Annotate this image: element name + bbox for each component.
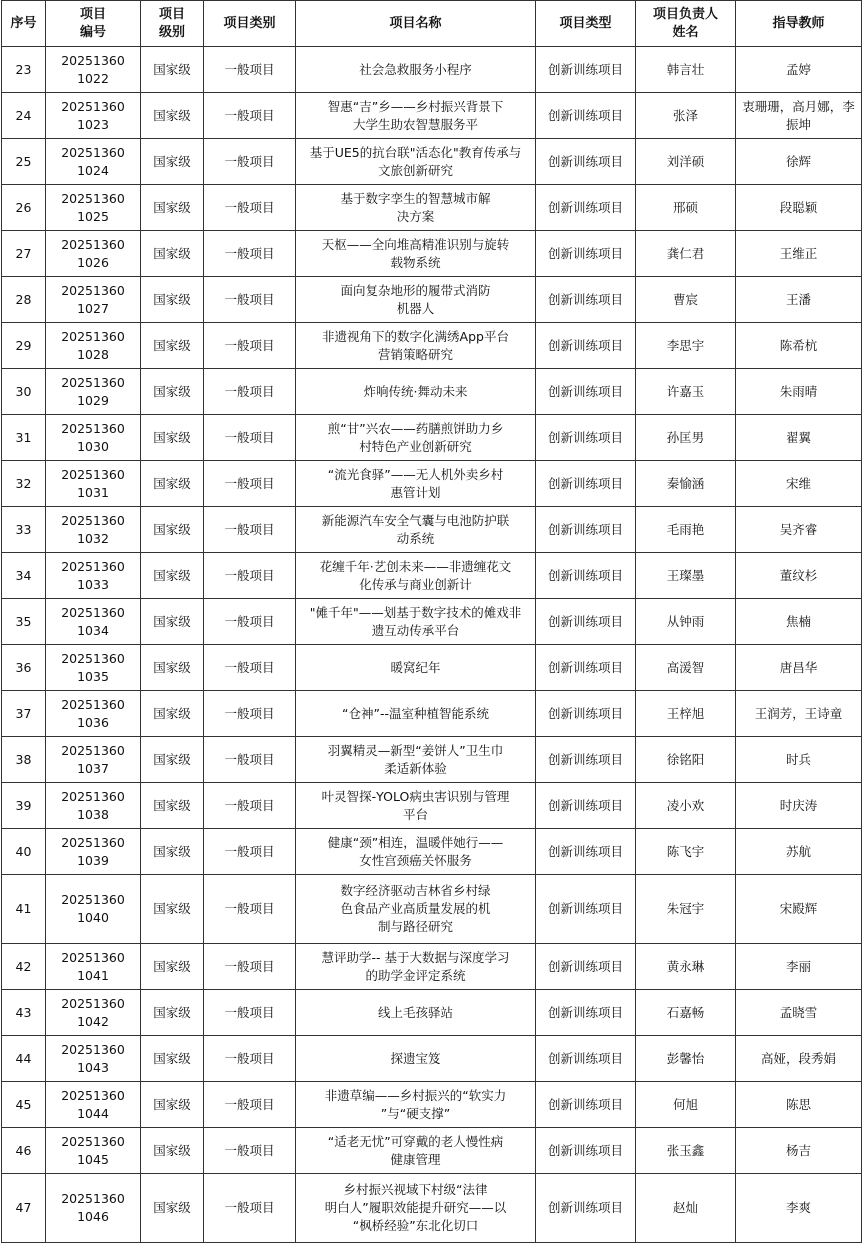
cell-code: 20251360 1036: [46, 691, 141, 737]
cell-type: 创新训练项目: [536, 599, 636, 645]
cell-category: 一般项目: [204, 1036, 296, 1082]
cell-category: 一般项目: [204, 1128, 296, 1174]
table-row: [2, 691, 862, 737]
cell-leader: 陈飞宇: [636, 829, 736, 875]
cell-name: "傩千年"——划基于数字技术的傩戏非 遗互动传承平台: [296, 599, 536, 645]
cell-category: 一般项目: [204, 691, 296, 737]
table-row: [2, 231, 862, 277]
cell-category: 一般项目: [204, 783, 296, 829]
cell-category: 一般项目: [204, 944, 296, 990]
cell-type: 创新训练项目: [536, 783, 636, 829]
table-row: [2, 553, 862, 599]
cell-code: 20251360 1046: [46, 1174, 141, 1243]
cell-teacher: 焦楠: [736, 599, 862, 645]
cell-category: 一般项目: [204, 507, 296, 553]
cell-no: 40: [2, 829, 46, 875]
cell-teacher: 唐昌华: [736, 645, 862, 691]
cell-level: 国家级: [141, 829, 204, 875]
cell-type: 创新训练项目: [536, 185, 636, 231]
cell-teacher: 段聪颖: [736, 185, 862, 231]
cell-category: 一般项目: [204, 231, 296, 277]
cell-no: 46: [2, 1128, 46, 1174]
cell-leader: 王梓旭: [636, 691, 736, 737]
cell-no: 28: [2, 277, 46, 323]
cell-leader: 从钟雨: [636, 599, 736, 645]
cell-level: 国家级: [141, 990, 204, 1036]
cell-name: 天枢——全向堆高精准识别与旋转 载物系统: [296, 231, 536, 277]
table-row: [2, 507, 862, 553]
cell-teacher: 高娅，段秀娟: [736, 1036, 862, 1082]
cell-name: 社会急救服务小程序: [296, 47, 536, 93]
cell-level: 国家级: [141, 1174, 204, 1243]
cell-code: 20251360 1035: [46, 645, 141, 691]
cell-category: 一般项目: [204, 185, 296, 231]
cell-code: 20251360 1026: [46, 231, 141, 277]
cell-code: 20251360 1043: [46, 1036, 141, 1082]
cell-level: 国家级: [141, 783, 204, 829]
cell-no: 43: [2, 990, 46, 1036]
cell-type: 创新训练项目: [536, 1128, 636, 1174]
cell-no: 30: [2, 369, 46, 415]
cell-level: 国家级: [141, 47, 204, 93]
table-row: [2, 461, 862, 507]
cell-code: 20251360 1028: [46, 323, 141, 369]
cell-category: 一般项目: [204, 323, 296, 369]
cell-name: 面向复杂地形的履带式消防 机器人: [296, 277, 536, 323]
cell-code: 20251360 1038: [46, 783, 141, 829]
cell-category: 一般项目: [204, 47, 296, 93]
cell-leader: 朱冠宇: [636, 875, 736, 944]
cell-name: “流光食驿”——无人机外卖乡村 惠管计划: [296, 461, 536, 507]
cell-no: 39: [2, 783, 46, 829]
cell-leader: 曹宸: [636, 277, 736, 323]
cell-teacher: 王维正: [736, 231, 862, 277]
cell-teacher: 陈希杭: [736, 323, 862, 369]
cell-category: 一般项目: [204, 829, 296, 875]
cell-name: 花缠千年·艺创未来——非遗缠花文 化传承与商业创新计: [296, 553, 536, 599]
cell-name: 炸响传统·舞动未来: [296, 369, 536, 415]
cell-category: 一般项目: [204, 1082, 296, 1128]
cell-leader: 刘洋硕: [636, 139, 736, 185]
cell-level: 国家级: [141, 507, 204, 553]
cell-level: 国家级: [141, 323, 204, 369]
table-row: [2, 1036, 862, 1082]
cell-type: 创新训练项目: [536, 1082, 636, 1128]
cell-type: 创新训练项目: [536, 737, 636, 783]
cell-name: 探遗宝笈: [296, 1036, 536, 1082]
cell-leader: 邢硕: [636, 185, 736, 231]
cell-leader: 高湲智: [636, 645, 736, 691]
cell-name: 暖窝纪年: [296, 645, 536, 691]
cell-type: 创新训练项目: [536, 139, 636, 185]
table-row: [2, 93, 862, 139]
cell-name: 乡村振兴视域下村级“法律 明白人”履职效能提升研究——以 “枫桥经验”东北化切口: [296, 1174, 536, 1243]
cell-name: 非遗视角下的数字化满绣App平台 营销策略研究: [296, 323, 536, 369]
cell-leader: 王璨墨: [636, 553, 736, 599]
cell-code: 20251360 1044: [46, 1082, 141, 1128]
table-row: [2, 139, 862, 185]
cell-level: 国家级: [141, 645, 204, 691]
table-row: [2, 599, 862, 645]
cell-no: 34: [2, 553, 46, 599]
cell-name: 智惠“吉”乡——乡村振兴背景下 大学生助农智慧服务平: [296, 93, 536, 139]
table-row: [2, 415, 862, 461]
cell-type: 创新训练项目: [536, 553, 636, 599]
cell-level: 国家级: [141, 93, 204, 139]
cell-type: 创新训练项目: [536, 93, 636, 139]
table-row: [2, 1128, 862, 1174]
cell-no: 41: [2, 875, 46, 944]
cell-level: 国家级: [141, 599, 204, 645]
cell-category: 一般项目: [204, 599, 296, 645]
cell-no: 23: [2, 47, 46, 93]
cell-leader: 彭馨怡: [636, 1036, 736, 1082]
cell-leader: 孙匡男: [636, 415, 736, 461]
cell-name: 数字经济驱动吉林省乡村绿 色食品产业高质量发展的机 制与路径研究: [296, 875, 536, 944]
cell-level: 国家级: [141, 231, 204, 277]
cell-teacher: 朱雨晴: [736, 369, 862, 415]
cell-code: 20251360 1030: [46, 415, 141, 461]
cell-name: 慧评助学-- 基于大数据与深度学习 的助学金评定系统: [296, 944, 536, 990]
cell-category: 一般项目: [204, 737, 296, 783]
cell-teacher: 时庆涛: [736, 783, 862, 829]
cell-name: 健康“颈”相连，温暖伴她行—— 女性宫颈癌关怀服务: [296, 829, 536, 875]
header-name: 项目名称: [296, 1, 536, 47]
cell-leader: 石嘉畅: [636, 990, 736, 1036]
cell-leader: 徐铭阳: [636, 737, 736, 783]
cell-level: 国家级: [141, 1036, 204, 1082]
cell-leader: 许嘉玉: [636, 369, 736, 415]
cell-level: 国家级: [141, 1128, 204, 1174]
table-row: [2, 323, 862, 369]
cell-teacher: 杨吉: [736, 1128, 862, 1174]
cell-no: 38: [2, 737, 46, 783]
cell-type: 创新训练项目: [536, 944, 636, 990]
cell-level: 国家级: [141, 691, 204, 737]
cell-level: 国家级: [141, 944, 204, 990]
cell-category: 一般项目: [204, 990, 296, 1036]
cell-teacher: 王潘: [736, 277, 862, 323]
cell-code: 20251360 1041: [46, 944, 141, 990]
cell-name: 煎“甘”兴农——药膳煎饼助力乡 村特色产业创新研究: [296, 415, 536, 461]
cell-no: 35: [2, 599, 46, 645]
cell-type: 创新训练项目: [536, 829, 636, 875]
cell-category: 一般项目: [204, 1174, 296, 1243]
cell-type: 创新训练项目: [536, 47, 636, 93]
cell-name: 基于UE5的抗台联"活态化"教育传承与 文旅创新研究: [296, 139, 536, 185]
cell-code: 20251360 1024: [46, 139, 141, 185]
cell-leader: 韩言壮: [636, 47, 736, 93]
cell-leader: 龚仁君: [636, 231, 736, 277]
cell-code: 20251360 1027: [46, 277, 141, 323]
cell-level: 国家级: [141, 737, 204, 783]
cell-no: 27: [2, 231, 46, 277]
cell-code: 20251360 1025: [46, 185, 141, 231]
cell-code: 20251360 1045: [46, 1128, 141, 1174]
cell-code: 20251360 1034: [46, 599, 141, 645]
cell-no: 29: [2, 323, 46, 369]
header-row: [2, 1, 862, 47]
cell-name: 非遗草编——乡村振兴的“软实力 ”与“硬支撑”: [296, 1082, 536, 1128]
cell-teacher: 衷珊珊，高月娜，李 振坤: [736, 93, 862, 139]
cell-no: 26: [2, 185, 46, 231]
cell-no: 31: [2, 415, 46, 461]
table-row: [2, 47, 862, 93]
cell-no: 42: [2, 944, 46, 990]
cell-category: 一般项目: [204, 415, 296, 461]
project-table: [1, 0, 862, 1243]
cell-type: 创新训练项目: [536, 507, 636, 553]
cell-leader: 赵灿: [636, 1174, 736, 1243]
cell-type: 创新训练项目: [536, 990, 636, 1036]
cell-code: 20251360 1039: [46, 829, 141, 875]
table-row: [2, 1174, 862, 1243]
cell-teacher: 陈思: [736, 1082, 862, 1128]
cell-leader: 毛雨艳: [636, 507, 736, 553]
cell-level: 国家级: [141, 461, 204, 507]
cell-type: 创新训练项目: [536, 461, 636, 507]
cell-type: 创新训练项目: [536, 415, 636, 461]
cell-name: 叶灵智探-YOLO病虫害识别与管理 平台: [296, 783, 536, 829]
cell-teacher: 孟婷: [736, 47, 862, 93]
cell-level: 国家级: [141, 139, 204, 185]
cell-teacher: 孟晓雪: [736, 990, 862, 1036]
table-row: [2, 185, 862, 231]
cell-teacher: 宋殿辉: [736, 875, 862, 944]
cell-name: “仓神”--温室种植智能系统: [296, 691, 536, 737]
cell-name: “适老无忧”可穿戴的老人慢性病 健康管理: [296, 1128, 536, 1174]
table-row: [2, 645, 862, 691]
cell-leader: 张玉鑫: [636, 1128, 736, 1174]
cell-name: 基于数字孪生的智慧城市解 决方案: [296, 185, 536, 231]
cell-category: 一般项目: [204, 369, 296, 415]
cell-category: 一般项目: [204, 277, 296, 323]
cell-category: 一般项目: [204, 875, 296, 944]
cell-teacher: 王润芳，王诗童: [736, 691, 862, 737]
cell-teacher: 吴齐睿: [736, 507, 862, 553]
header-level: 项目 级别: [141, 1, 204, 47]
header-leader: 项目负责人 姓名: [636, 1, 736, 47]
cell-leader: 黄永琳: [636, 944, 736, 990]
cell-type: 创新训练项目: [536, 231, 636, 277]
cell-leader: 李思宇: [636, 323, 736, 369]
cell-name: 羽翼精灵—新型“姜饼人”卫生巾 柔适新体验: [296, 737, 536, 783]
cell-no: 36: [2, 645, 46, 691]
cell-no: 25: [2, 139, 46, 185]
header-teacher: 指导教师: [736, 1, 862, 47]
cell-level: 国家级: [141, 875, 204, 944]
table-row: [2, 277, 862, 323]
table-body: [2, 47, 862, 1243]
header-type: 项目类型: [536, 1, 636, 47]
cell-category: 一般项目: [204, 461, 296, 507]
cell-teacher: 时兵: [736, 737, 862, 783]
table-row: [2, 369, 862, 415]
cell-code: 20251360 1029: [46, 369, 141, 415]
cell-code: 20251360 1037: [46, 737, 141, 783]
cell-level: 国家级: [141, 553, 204, 599]
cell-type: 创新训练项目: [536, 1174, 636, 1243]
cell-teacher: 翟翼: [736, 415, 862, 461]
cell-category: 一般项目: [204, 139, 296, 185]
cell-type: 创新训练项目: [536, 369, 636, 415]
cell-type: 创新训练项目: [536, 645, 636, 691]
cell-level: 国家级: [141, 277, 204, 323]
cell-no: 33: [2, 507, 46, 553]
cell-category: 一般项目: [204, 93, 296, 139]
cell-code: 20251360 1031: [46, 461, 141, 507]
cell-teacher: 苏航: [736, 829, 862, 875]
cell-type: 创新训练项目: [536, 691, 636, 737]
table-row: [2, 990, 862, 1036]
table-row: [2, 737, 862, 783]
cell-level: 国家级: [141, 415, 204, 461]
cell-code: 20251360 1033: [46, 553, 141, 599]
cell-code: 20251360 1022: [46, 47, 141, 93]
cell-level: 国家级: [141, 185, 204, 231]
cell-teacher: 徐辉: [736, 139, 862, 185]
cell-leader: 凌小欢: [636, 783, 736, 829]
cell-type: 创新训练项目: [536, 875, 636, 944]
header-category: 项目类别: [204, 1, 296, 47]
cell-level: 国家级: [141, 369, 204, 415]
cell-code: 20251360 1040: [46, 875, 141, 944]
cell-no: 45: [2, 1082, 46, 1128]
cell-level: 国家级: [141, 1082, 204, 1128]
table-row: [2, 1082, 862, 1128]
cell-teacher: 李爽: [736, 1174, 862, 1243]
cell-no: 37: [2, 691, 46, 737]
table-row: [2, 944, 862, 990]
table-row: [2, 783, 862, 829]
cell-type: 创新训练项目: [536, 277, 636, 323]
cell-leader: 何旭: [636, 1082, 736, 1128]
header-no: 序号: [2, 1, 46, 47]
cell-teacher: 李丽: [736, 944, 862, 990]
cell-name: 线上毛孩驿站: [296, 990, 536, 1036]
cell-leader: 秦愉涵: [636, 461, 736, 507]
cell-no: 24: [2, 93, 46, 139]
cell-no: 32: [2, 461, 46, 507]
cell-code: 20251360 1032: [46, 507, 141, 553]
header-code: 项目 编号: [46, 1, 141, 47]
cell-type: 创新训练项目: [536, 323, 636, 369]
cell-name: 新能源汽车安全气囊与电池防护联 动系统: [296, 507, 536, 553]
cell-teacher: 董纹杉: [736, 553, 862, 599]
table-row: [2, 829, 862, 875]
table-row: [2, 875, 862, 944]
cell-type: 创新训练项目: [536, 1036, 636, 1082]
cell-code: 20251360 1042: [46, 990, 141, 1036]
cell-category: 一般项目: [204, 645, 296, 691]
cell-leader: 张泽: [636, 93, 736, 139]
cell-code: 20251360 1023: [46, 93, 141, 139]
cell-teacher: 宋维: [736, 461, 862, 507]
cell-no: 47: [2, 1174, 46, 1243]
cell-no: 44: [2, 1036, 46, 1082]
cell-category: 一般项目: [204, 553, 296, 599]
